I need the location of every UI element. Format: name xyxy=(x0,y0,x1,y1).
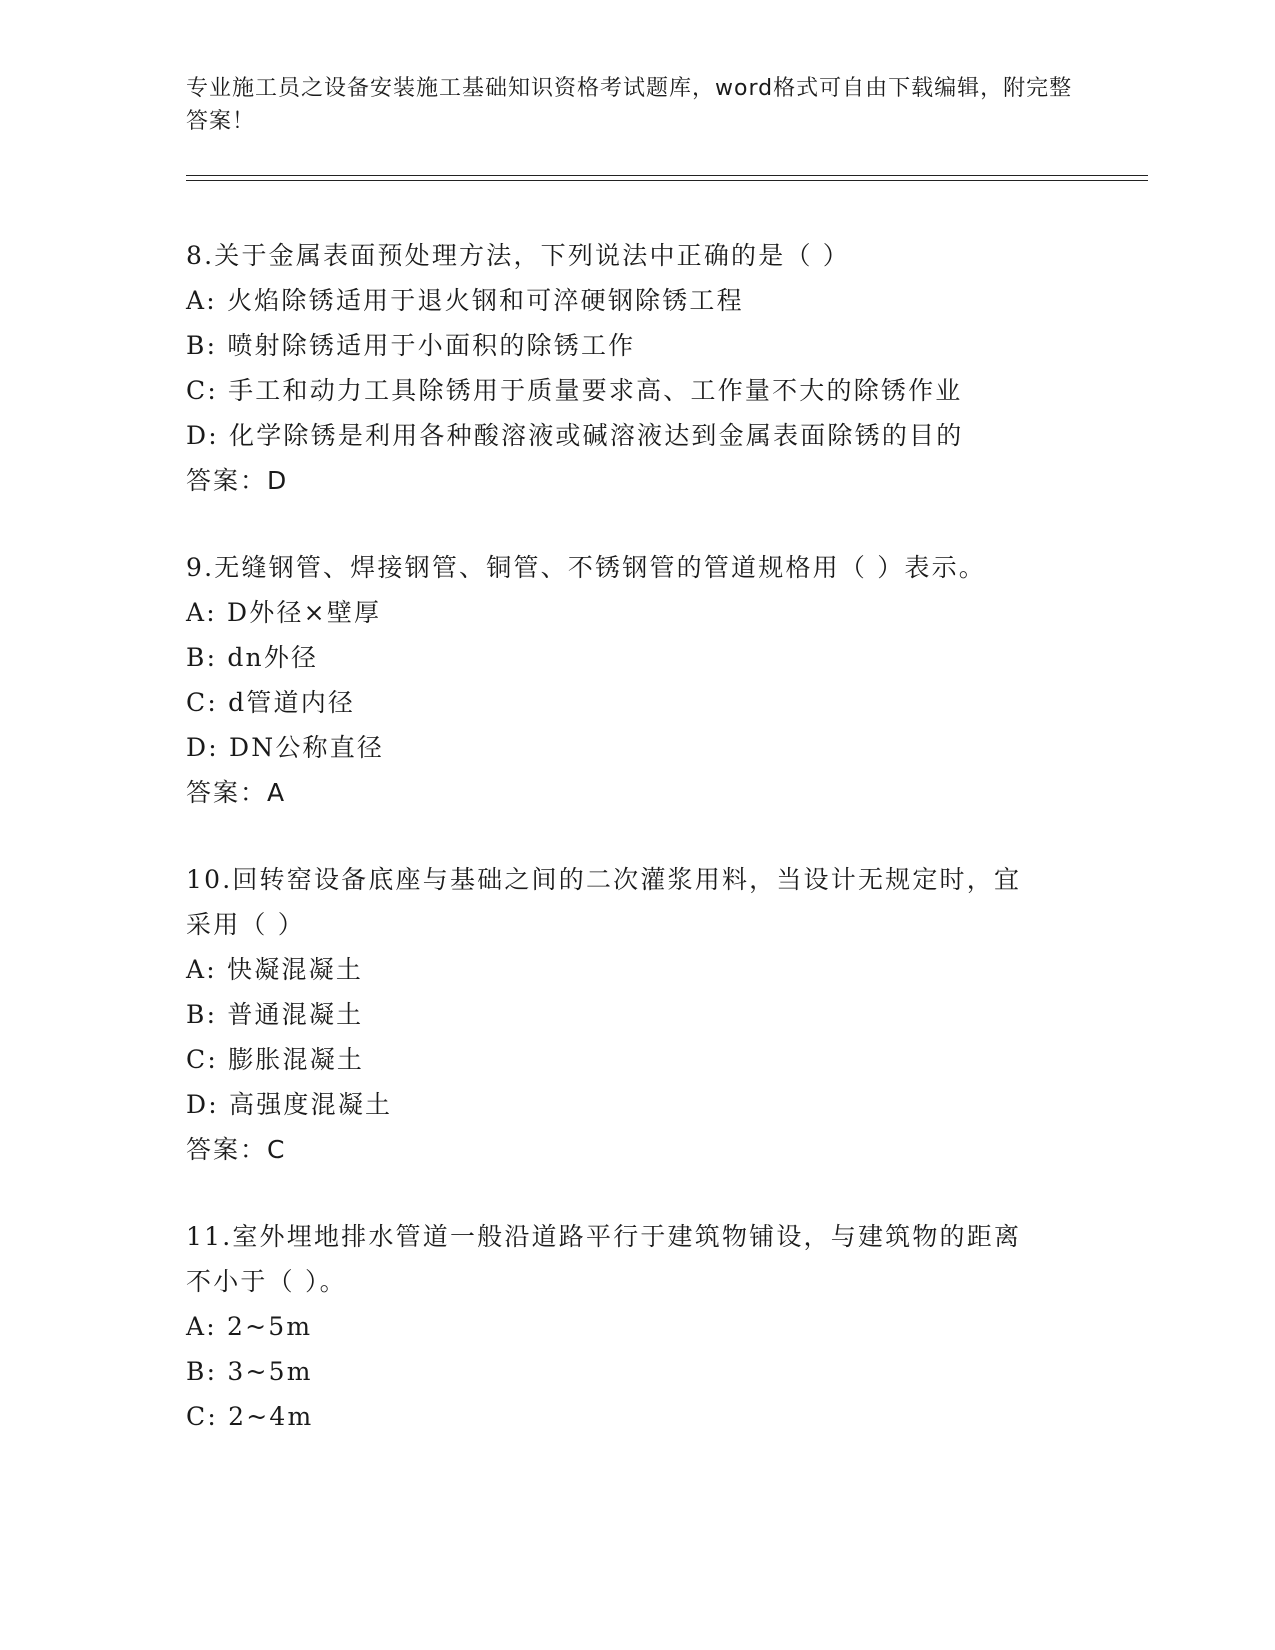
question-stem-line-2: 不小于（ ）。 xyxy=(186,1267,347,1296)
question-stem-line-2: 采用（ ） xyxy=(186,910,305,939)
answer: 答案：A xyxy=(186,778,287,807)
document-header xyxy=(186,72,1086,138)
option-c: C: 2~4m xyxy=(186,1402,314,1431)
question-9 xyxy=(186,545,1086,815)
header-text: 专业施工员之设备安装施工基础知识资格考试题库，word格式可自由下载编辑，附完整答案！ xyxy=(186,76,1073,134)
question-stem: 8.关于金属表面预处理方法，下列说法中正确的是（ ） xyxy=(186,241,851,270)
header-divider-bottom xyxy=(186,180,1148,181)
header-divider-top xyxy=(186,175,1148,176)
option-a: A: D外径×壁厚 xyxy=(186,598,382,627)
answer: 答案：C xyxy=(186,1135,287,1164)
option-a: A: 火焰除锈适用于退火钢和可淬硬钢除锈工程 xyxy=(186,286,744,315)
question-stem-line-1: 10.回转窑设备底座与基础之间的二次灌浆用料，当设计无规定时，宜 xyxy=(186,865,1022,894)
question-10 xyxy=(186,857,1086,1172)
question-stem: 9.无缝钢管、焊接钢管、铜管、不锈钢管的管道规格用（ ）表示。 xyxy=(186,553,987,582)
option-b: B: 普通混凝土 xyxy=(186,1000,364,1029)
option-d: D: 高强度混凝土 xyxy=(186,1090,393,1119)
option-c: C: 手工和动力工具除锈用于质量要求高、工作量不大的除锈作业 xyxy=(186,376,963,405)
question-8 xyxy=(186,233,1086,503)
option-d: D: 化学除锈是利用各种酸溶液或碱溶液达到金属表面除锈的目的 xyxy=(186,421,964,450)
option-b: B: dn外径 xyxy=(186,643,319,672)
question-11 xyxy=(186,1214,1086,1439)
option-c: C: d管道内径 xyxy=(186,688,356,717)
option-c: C: 膨胀混凝土 xyxy=(186,1045,365,1074)
answer: 答案：D xyxy=(186,466,289,495)
option-b: B: 3~5m xyxy=(186,1357,313,1386)
option-b: B: 喷射除锈适用于小面积的除锈工作 xyxy=(186,331,636,360)
question-stem-line-1: 11.室外埋地排水管道一般沿道路平行于建筑物铺设，与建筑物的距离 xyxy=(186,1222,1022,1251)
option-a: A: 2~5m xyxy=(186,1312,313,1341)
option-d: D: DN公称直径 xyxy=(186,733,385,762)
question-list xyxy=(186,233,1086,1481)
option-a: A: 快凝混凝土 xyxy=(186,955,364,984)
